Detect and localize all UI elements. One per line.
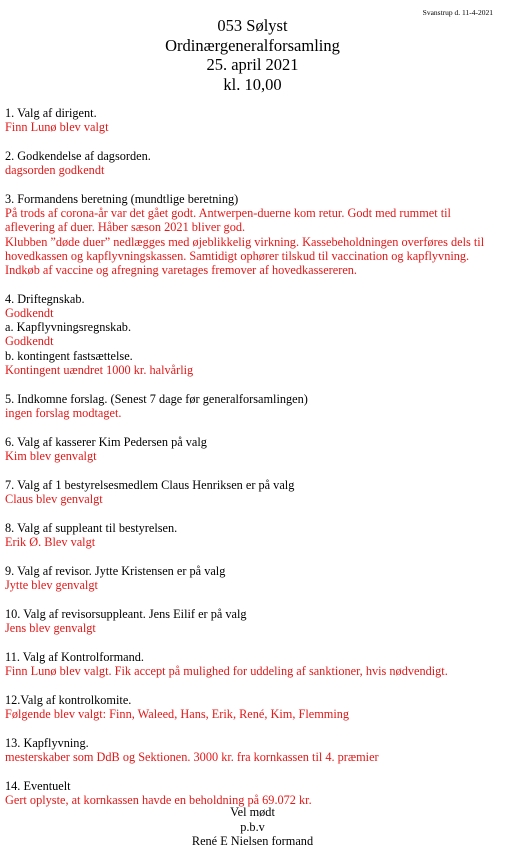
agenda-item — [5, 521, 503, 549]
agenda-item — [5, 349, 503, 377]
signature-name: René E Nielsen formand — [191, 834, 314, 848]
agenda-item-resolution: På trods af corona-år var det gået godt. Antwerpen-duerne kom retur. Godt med rummet til — [5, 206, 451, 221]
agenda-item-resolution: Godkendt — [5, 306, 54, 321]
agenda-item-resolution: Gert oplyste, at kornkassen havde en beholdning på 69.072 kr. — [5, 792, 312, 807]
agenda-item-heading: 4. Driftegnskab. — [5, 291, 85, 306]
agenda-item — [5, 106, 503, 134]
on-behalf-of: p.b.v — [240, 819, 265, 834]
closing-greeting: Vel mødt — [230, 805, 275, 819]
agenda-item-resolution: Jens blev genvalgt — [5, 620, 96, 635]
agenda-item — [5, 693, 503, 721]
agenda-item-heading: 1. Valg af dirigent. — [5, 106, 97, 120]
agenda-item-heading: 7. Valg af 1 bestyrelsesmedlem Claus Henriksen er på valg — [5, 477, 295, 492]
agenda-item-heading: 14. Eventuelt — [5, 778, 71, 793]
document-header — [0, 16, 505, 94]
agenda-item — [5, 478, 503, 506]
document-footer — [0, 805, 505, 849]
document-title: Ordinærgeneralforsamling — [165, 35, 340, 55]
agenda-item — [5, 292, 503, 320]
agenda-item-resolution: Kontingent uændret 1000 kr. halvårlig — [5, 362, 194, 377]
agenda-item-heading: 3. Formandens beretning (mundtlige beretning) — [5, 192, 239, 206]
club-name: 053 Sølyst — [217, 16, 288, 35]
agenda-item-resolution: Kim blev genvalgt — [5, 448, 97, 463]
agenda-item-resolution: mesterskaber som DdB og Sektionen. 3000 kr. fra kornkassen til 4. præmier — [5, 749, 379, 764]
meeting-date: 25. april 2021 — [206, 55, 299, 74]
agenda-item-heading: 10. Valg af revisorsuppleant. Jens Eilif er på valg — [5, 606, 247, 621]
agenda-item-heading: b. kontingent fastsættelse. — [5, 348, 133, 363]
agenda-item-resolution: Godkendt — [5, 334, 54, 349]
agenda-item — [5, 149, 503, 177]
agenda-item-heading: 11. Valg af Kontrolformand. — [5, 649, 144, 664]
agenda-item — [5, 392, 503, 420]
agenda-item-resolution: Finn Lunø blev valgt — [5, 120, 109, 135]
agenda-item — [5, 320, 503, 348]
agenda-item-resolution: Finn Lunø blev valgt. Fik accept på mulighed for uddeling af sanktioner, hvis nødvendigt. — [5, 663, 448, 678]
agenda-item-heading: 2. Godkendelse af dagsorden. — [5, 149, 151, 163]
meeting-time: kl. 10,00 — [223, 74, 282, 94]
document-date: Svanstrup d. 11-4-2021 — [422, 8, 493, 17]
agenda-item — [5, 779, 503, 807]
agenda-item — [5, 607, 503, 635]
agenda-item-heading: 9. Valg af revisor. Jytte Kristensen er på valg — [5, 563, 226, 578]
agenda-item — [5, 736, 503, 764]
agenda-list — [5, 106, 503, 822]
agenda-item-heading: 13. Kapflyvning. — [5, 735, 89, 750]
agenda-item-heading: 5. Indkomne forslag. (Senest 7 dage før generalforsamlingen) — [5, 391, 308, 406]
agenda-item-resolution: Følgende blev valgt: Finn, Waleed, Hans, Erik, René, Kim, Flemming — [5, 706, 350, 721]
agenda-item-resolution: Klubben ”døde duer” nedlægges med øjeblikkelig virkning. Kassebeholdningen overføres dels til — [5, 234, 485, 249]
agenda-item-resolution: ingen forslag modtaget. — [5, 405, 122, 420]
agenda-item-heading: 8. Valg af suppleant til bestyrelsen. — [5, 520, 178, 535]
agenda-item-heading: a. Kapflyvningsregnskab. — [5, 320, 132, 335]
agenda-item — [5, 650, 503, 678]
agenda-item — [5, 435, 503, 463]
agenda-item-resolution: Indkøb af vaccine og afregning varetages fremover af hovedkassereren. — [5, 263, 357, 278]
agenda-item-resolution: hovedkassen og kapflyvningskassen. Samtidigt ophører tilskud til vaccination og kapflyvning. — [5, 248, 470, 263]
agenda-item — [5, 564, 503, 592]
agenda-item — [5, 192, 503, 277]
agenda-item-resolution: aflevering af duer. Håber sæson 2021 bliver god. — [5, 220, 246, 235]
agenda-item-resolution: Claus blev genvalgt — [5, 491, 103, 506]
agenda-item-resolution: Jytte blev genvalgt — [5, 577, 98, 592]
agenda-item-heading: 12.Valg af kontrolkomite. — [5, 692, 132, 707]
agenda-item-resolution: Erik Ø. Blev valgt — [5, 534, 96, 549]
agenda-item-heading: 6. Valg af kasserer Kim Pedersen på valg — [5, 434, 207, 449]
agenda-item-resolution: dagsorden godkendt — [5, 163, 105, 178]
